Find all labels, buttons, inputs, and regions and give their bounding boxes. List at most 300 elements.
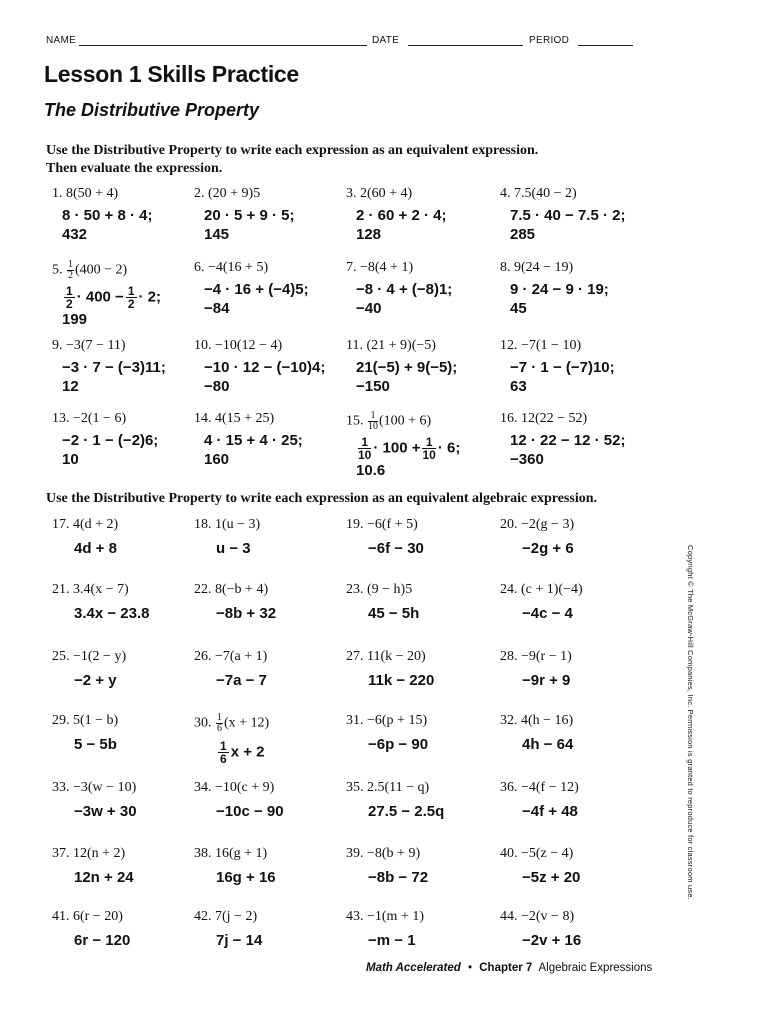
- answer-value: 12: [62, 378, 79, 395]
- problem-expression: 11(k − 20): [367, 649, 426, 664]
- problem-number: 30.: [194, 715, 212, 731]
- answer-expression: −m − 1: [368, 932, 416, 949]
- problem: [52, 338, 212, 396]
- answer-expression: −7 · 1 − (−7)10;: [510, 359, 615, 376]
- problem: [52, 909, 212, 950]
- answer-expression: −3w + 30: [74, 803, 137, 820]
- problem-question: [500, 260, 660, 276]
- problem-expression: 2(60 + 4): [360, 186, 413, 201]
- problem: [52, 260, 212, 329]
- problem-question: [346, 338, 506, 354]
- problem-answer: [500, 735, 660, 754]
- problem: [194, 411, 354, 469]
- problem-expression: (20 + 9)5: [208, 186, 261, 201]
- problem-number: 3.: [346, 186, 357, 201]
- answer-expression: 21(−5) + 9(−5);: [356, 359, 458, 376]
- problem-number: 2.: [194, 186, 205, 201]
- answer-expression: 3.4x − 23.8: [74, 605, 150, 622]
- problem: [52, 186, 212, 244]
- problem-question: [194, 411, 354, 427]
- problem-expression: 1(u − 3): [215, 517, 261, 532]
- problem: [194, 713, 354, 765]
- fraction-denominator: 6: [217, 723, 222, 734]
- problem-answer: [194, 358, 354, 396]
- problem-number: 40.: [500, 846, 518, 861]
- answer-expression: 16g + 16: [216, 869, 276, 886]
- problem-question: [52, 713, 212, 729]
- problem-question: [194, 909, 354, 925]
- answer-part: · 400 −: [76, 288, 124, 306]
- problem-expression: −2(1 − 6): [73, 411, 127, 426]
- problem-expression: −8(b + 9): [367, 846, 421, 861]
- problem-answer: [346, 539, 506, 558]
- problem-question: [500, 338, 660, 354]
- answer-part: · 6;: [437, 439, 461, 457]
- problem-question: [500, 780, 660, 796]
- problem-answer: [346, 280, 506, 318]
- instructions-line: Then evaluate the expression.: [46, 161, 223, 176]
- problem-question: [52, 517, 212, 533]
- problem-expression: 12(n + 2): [73, 846, 126, 861]
- answer-value: −150: [356, 378, 390, 395]
- problem-answer: [194, 868, 354, 887]
- answer-expression: 12n + 24: [74, 869, 134, 886]
- problem-expression: 6(r − 20): [73, 909, 123, 924]
- page-subtitle: The Distributive Property: [44, 100, 260, 120]
- problem-answer: [52, 868, 212, 887]
- fraction-numerator: 1: [358, 436, 371, 449]
- answer-expression: −8b + 32: [216, 605, 277, 622]
- problem: [194, 338, 354, 396]
- problem-answer: [346, 868, 506, 887]
- problem-question: [194, 338, 354, 354]
- problem-question: [52, 338, 212, 354]
- problem-number: 10.: [194, 338, 212, 353]
- instructions-part1: [46, 142, 538, 178]
- problem-question: [500, 909, 660, 925]
- problem: [194, 186, 354, 244]
- problem-answer: [500, 206, 660, 244]
- problem-answer: [194, 206, 354, 244]
- problem-expression: 12(22 − 52): [521, 411, 588, 426]
- problem-number: 8.: [500, 260, 511, 275]
- problem-question: [346, 517, 506, 533]
- problem-expression: (100 + 6): [379, 413, 432, 429]
- fraction-numerator: 1: [217, 712, 222, 723]
- problem-answer: [500, 431, 660, 469]
- problem-expression: −2(v − 8): [521, 909, 575, 924]
- answer-value: 10: [62, 451, 79, 468]
- answer-expression: −9r + 9: [522, 672, 571, 689]
- problem-answer: [52, 931, 212, 950]
- answer-expression: 8 · 50 + 8 · 4;: [62, 207, 153, 224]
- answer-expression: 9 · 24 − 9 · 19;: [510, 281, 609, 298]
- problem: [346, 846, 506, 887]
- problem-number: 37.: [52, 846, 70, 861]
- problem-number: 42.: [194, 909, 212, 924]
- answer-expression: 45 − 5h: [368, 605, 420, 622]
- problem-question: [346, 186, 506, 202]
- page-footer: [366, 962, 652, 974]
- answer-expression: 4d + 8: [74, 540, 117, 557]
- problem-number: 5.: [52, 262, 63, 278]
- problem-expression: (c + 1)(−4): [521, 582, 583, 597]
- answer-expression: [62, 285, 212, 310]
- problem-answer: [346, 671, 506, 690]
- answer-value: 10.6: [356, 462, 386, 479]
- period-label: PERIOD: [529, 35, 570, 46]
- problem: [52, 582, 212, 623]
- problem: [500, 186, 660, 244]
- problem: [194, 582, 354, 623]
- footer-course: Math Accelerated: [366, 962, 461, 974]
- problem-expression: −4(f − 12): [521, 780, 579, 795]
- name-label: NAME: [46, 35, 77, 46]
- problem-number: 16.: [500, 411, 518, 426]
- problem-answer: [194, 539, 354, 558]
- answer-expression: 5 − 5b: [74, 736, 117, 753]
- answer-expression: 2 · 60 + 2 · 4;: [356, 207, 447, 224]
- answer-expression: −10c − 90: [216, 803, 284, 820]
- problem-expression: −3(w − 10): [73, 780, 137, 795]
- answer-expression: 4 · 15 + 4 · 25;: [204, 432, 303, 449]
- problem-question: [500, 846, 660, 862]
- problem-number: 41.: [52, 909, 70, 924]
- problem-expression: −2(g − 3): [521, 517, 575, 532]
- problem-question: [194, 846, 354, 862]
- answer-expression: −6f − 30: [368, 540, 424, 557]
- problem-answer: [500, 802, 660, 821]
- problem: [52, 649, 212, 690]
- answer-expression: −4c − 4: [522, 605, 573, 622]
- problem-number: 1.: [52, 186, 63, 201]
- problem-answer: [52, 431, 212, 469]
- problem-number: 12.: [500, 338, 518, 353]
- problem-expression: 9(24 − 19): [514, 260, 574, 275]
- answer-value: 285: [510, 226, 536, 243]
- answer-expression: −2 · 1 − (−2)6;: [62, 432, 159, 449]
- fraction: [126, 285, 137, 310]
- answer-expression: 4h − 64: [522, 736, 574, 753]
- problem-number: 44.: [500, 909, 518, 924]
- copyright-notice: Copyright © The McGraw-Hill Companies, Inc. Permission is granted to reproduce for classroom use.: [686, 545, 695, 900]
- problem-expression: 4(15 + 25): [215, 411, 275, 426]
- problem-answer: [346, 604, 506, 623]
- problem-question: [500, 649, 660, 665]
- problem-answer: [52, 735, 212, 754]
- student-info-header: [46, 34, 636, 50]
- problem-expression: 7.5(40 − 2): [514, 186, 577, 201]
- answer-value: 63: [510, 378, 527, 395]
- problem-number: 14.: [194, 411, 212, 426]
- problem-number: 27.: [346, 649, 364, 664]
- answer-expression: 20 · 5 + 9 · 5;: [204, 207, 295, 224]
- problem-number: 29.: [52, 713, 70, 728]
- problem-expression: −7(a + 1): [215, 649, 268, 664]
- answer-part: · 100 +: [373, 439, 421, 457]
- problem-number: 19.: [346, 517, 364, 532]
- answer-expression: −2g + 6: [522, 540, 574, 557]
- problem-question: [346, 260, 506, 276]
- problem-expression: 16(g + 1): [215, 846, 268, 861]
- problem-answer: [346, 802, 506, 821]
- answer-part: · 2;: [138, 288, 161, 306]
- problem-question: [194, 780, 354, 796]
- fraction-denominator: 10: [422, 448, 436, 462]
- problem: [346, 411, 506, 480]
- problem-answer: [52, 604, 212, 623]
- fraction-denominator: 2: [66, 297, 73, 311]
- instructions-line: Use the Distributive Property to write each expression as an equivalent expression.: [46, 143, 539, 158]
- problem-expression: 3.4(x − 7): [73, 582, 129, 597]
- fraction: [368, 411, 378, 432]
- instructions-part2: Use the Distributive Property to write each expression as an equivalent algebraic expression.: [46, 491, 598, 506]
- period-line: [578, 45, 633, 46]
- problem-question: [52, 780, 212, 796]
- fraction: [358, 436, 371, 461]
- problem-answer: [52, 671, 212, 690]
- answer-expression: −2 + y: [74, 672, 117, 689]
- answer-value: 145: [204, 226, 230, 243]
- problem-question: [346, 846, 506, 862]
- fraction-numerator: 1: [68, 259, 73, 270]
- problem-answer: [52, 802, 212, 821]
- fraction: [67, 260, 74, 281]
- answer-expression: 6r − 120: [74, 932, 131, 949]
- problem-question: [194, 186, 354, 202]
- problem-question: [194, 582, 354, 598]
- answer-value: −80: [204, 378, 230, 395]
- problem: [500, 909, 660, 950]
- problem-number: 34.: [194, 780, 212, 795]
- problem-answer: [346, 358, 506, 396]
- problem: [346, 582, 506, 623]
- answer-expression: −7a − 7: [216, 672, 267, 689]
- problem-question: [346, 649, 506, 665]
- answer-expression: 12 · 22 − 12 · 52;: [510, 432, 626, 449]
- problem-expression: −9(r − 1): [521, 649, 572, 664]
- answer-part: x + 2: [230, 743, 265, 761]
- problem-answer: [194, 931, 354, 950]
- problem: [500, 411, 660, 469]
- problem-expression: −5(z − 4): [521, 846, 574, 861]
- problem-number: 13.: [52, 411, 70, 426]
- problem-expression: 4(h − 16): [521, 713, 574, 728]
- problem-question: [194, 517, 354, 533]
- problem-question: [52, 582, 212, 598]
- problem-expression: −6(p + 15): [367, 713, 428, 728]
- problem: [346, 517, 506, 558]
- problem: [500, 582, 660, 623]
- problem: [500, 713, 660, 754]
- answer-expression: [356, 436, 506, 461]
- problem-number: 26.: [194, 649, 212, 664]
- problem-number: 9.: [52, 338, 63, 353]
- answer-value: 199: [62, 311, 88, 328]
- answer-expression: −2v + 16: [522, 932, 582, 949]
- problem-expression: 4(d + 2): [73, 517, 119, 532]
- answer-expression: −8 · 4 + (−8)1;: [356, 281, 453, 298]
- problem-question: [194, 649, 354, 665]
- name-line: [79, 45, 367, 46]
- problem-number: 17.: [52, 517, 70, 532]
- problem: [194, 846, 354, 887]
- answer-value: 128: [356, 226, 382, 243]
- answer-expression: u − 3: [216, 540, 251, 557]
- problem-expression: 7(j − 2): [215, 909, 258, 924]
- problem: [52, 780, 212, 821]
- problem-answer: [194, 802, 354, 821]
- fraction: [216, 713, 223, 734]
- answer-expression: −3 · 7 − (−3)11;: [62, 359, 166, 376]
- problem-number: 6.: [194, 260, 205, 275]
- problem-number: 20.: [500, 517, 518, 532]
- page-title: Lesson 1 Skills Practice: [44, 61, 299, 87]
- problem-answer: [194, 280, 354, 318]
- answer-expression: 27.5 − 2.5q: [368, 803, 445, 820]
- problem-expression: −1(2 − y): [73, 649, 127, 664]
- answer-expression: 7j − 14: [216, 932, 263, 949]
- problem-answer: [500, 280, 660, 318]
- problem-expression: 8(50 + 4): [66, 186, 119, 201]
- problem-number: 38.: [194, 846, 212, 861]
- problem: [500, 846, 660, 887]
- problem-number: 23.: [346, 582, 364, 597]
- problem-answer: [500, 604, 660, 623]
- answer-expression: [216, 740, 354, 765]
- problem: [52, 713, 212, 754]
- problem: [194, 780, 354, 821]
- answer-value: −84: [204, 300, 230, 317]
- problem: [194, 649, 354, 690]
- problem-number: 11.: [346, 338, 363, 353]
- problem: [346, 186, 506, 244]
- problem-question: [346, 411, 506, 432]
- problem: [346, 909, 506, 950]
- fraction-numerator: 1: [66, 284, 73, 298]
- answer-expression: −4 · 16 + (−4)5;: [204, 281, 309, 298]
- problem-question: [194, 713, 354, 734]
- date-line: [408, 45, 523, 46]
- problem-question: [194, 260, 354, 276]
- problem-question: [52, 909, 212, 925]
- answer-value: −360: [510, 451, 544, 468]
- problem: [194, 517, 354, 558]
- problem: [52, 517, 212, 558]
- problem: [500, 260, 660, 318]
- fraction: [422, 436, 435, 461]
- problem: [346, 649, 506, 690]
- problem-expression: −4(16 + 5): [208, 260, 269, 275]
- problem-question: [346, 582, 506, 598]
- problem-question: [500, 582, 660, 598]
- problem-number: 4.: [500, 186, 511, 201]
- fraction-denominator: 10: [368, 421, 378, 432]
- problem-number: 31.: [346, 713, 364, 728]
- fraction-numerator: 1: [220, 739, 227, 753]
- problem-answer: [346, 436, 506, 480]
- answer-expression: −5z + 20: [522, 869, 581, 886]
- footer-topic: Algebraic Expressions: [538, 962, 653, 974]
- problem-expression: −1(m + 1): [367, 909, 425, 924]
- problem-number: 18.: [194, 517, 212, 532]
- problem-number: 15.: [346, 413, 364, 429]
- problem-number: 35.: [346, 780, 364, 795]
- problem-expression: (x + 12): [224, 715, 270, 731]
- problem-question: [52, 846, 212, 862]
- problem-answer: [500, 358, 660, 396]
- problem-expression: −10(c + 9): [215, 780, 275, 795]
- problem: [500, 649, 660, 690]
- answer-expression: 7.5 · 40 − 7.5 · 2;: [510, 207, 626, 224]
- problem-expression: 2.5(11 − q): [367, 780, 430, 795]
- problem: [500, 338, 660, 396]
- date-label: DATE: [372, 35, 400, 46]
- problem-expression: −6(f + 5): [367, 517, 418, 532]
- answer-value: 160: [204, 451, 230, 468]
- footer-bullet: •: [468, 962, 473, 974]
- fraction-numerator: 1: [422, 436, 435, 449]
- problem-number: 22.: [194, 582, 212, 597]
- problem-answer: [346, 206, 506, 244]
- problem-question: [500, 411, 660, 427]
- problem-question: [52, 649, 212, 665]
- problem-number: 32.: [500, 713, 518, 728]
- answer-expression: −8b − 72: [368, 869, 429, 886]
- problem-question: [52, 186, 212, 202]
- problem-expression: 8(−b + 4): [215, 582, 269, 597]
- problem: [500, 780, 660, 821]
- problem-answer: [500, 931, 660, 950]
- problem-number: 28.: [500, 649, 518, 664]
- problem-answer: [52, 206, 212, 244]
- problem-answer: [194, 431, 354, 469]
- problem-answer: [500, 539, 660, 558]
- problem-question: [500, 517, 660, 533]
- problem-answer: [500, 671, 660, 690]
- problem: [500, 517, 660, 558]
- problem-number: 21.: [52, 582, 70, 597]
- problem: [194, 260, 354, 318]
- problem-question: [346, 909, 506, 925]
- problem-expression: −8(4 + 1): [360, 260, 414, 275]
- problem-number: 39.: [346, 846, 364, 861]
- problem-answer: [52, 285, 212, 329]
- answer-expression: 11k − 220: [368, 672, 435, 689]
- problem: [346, 713, 506, 754]
- fraction-numerator: 1: [368, 411, 378, 422]
- problem-question: [500, 713, 660, 729]
- problem-answer: [194, 740, 354, 765]
- fraction-denominator: 6: [220, 752, 227, 766]
- problem-number: 24.: [500, 582, 518, 597]
- problem-expression: −10(12 − 4): [215, 338, 283, 353]
- problem: [346, 780, 506, 821]
- fraction-numerator: 1: [127, 284, 135, 298]
- problem: [346, 260, 506, 318]
- answer-value: 432: [62, 226, 88, 243]
- problem-question: [500, 186, 660, 202]
- footer-chapter: Chapter 7: [479, 962, 533, 974]
- problem-number: 36.: [500, 780, 518, 795]
- answer-expression: −10 · 12 − (−10)4;: [204, 359, 326, 376]
- answer-expression: −4f + 48: [522, 803, 578, 820]
- fraction-denominator: 2: [68, 270, 73, 281]
- problem-answer: [52, 539, 212, 558]
- fraction: [64, 285, 75, 310]
- problem-question: [346, 713, 506, 729]
- problem-question: [346, 780, 506, 796]
